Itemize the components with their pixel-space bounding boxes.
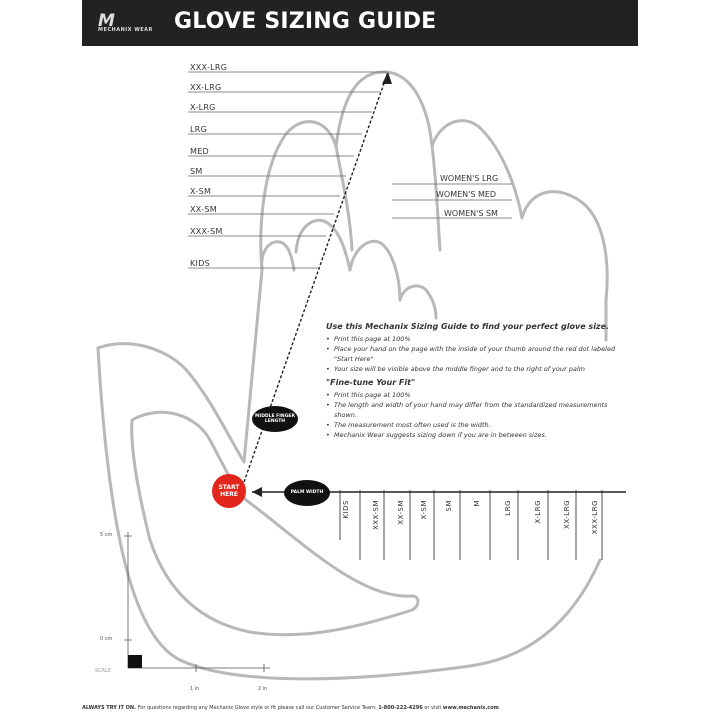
palm-size-label: X-SM	[420, 500, 428, 520]
scale-cm-top-label: 5 cm	[100, 532, 113, 538]
instructions-list	[326, 334, 626, 374]
finger-size-label: X-LRG	[190, 103, 216, 112]
finger-size-label: XX-SM	[190, 205, 217, 214]
finetune-step: • Print this page at 100%	[326, 390, 626, 400]
womens-size-label: WOMEN'S SM	[444, 209, 498, 218]
instruction-step: • Place your hand on the page with the inside of your thumb around the red dot labeled "Start Here"	[326, 344, 626, 364]
womens-size-label: WOMEN'S MED	[436, 190, 497, 199]
scale-inch-1-label: 1 in	[190, 686, 200, 692]
womens-size-label: WOMEN'S LRG	[440, 174, 499, 183]
finetune-list	[326, 390, 626, 440]
palm-size-label: KIDS	[342, 500, 350, 519]
start-here-dot: START HERE	[212, 474, 246, 508]
instruction-step: • Print this page at 100%	[326, 334, 626, 344]
palm-size-label: SM	[445, 500, 453, 512]
instructions-panel	[326, 322, 626, 444]
finetune-heading: "Fine-tune Your Fit"	[326, 378, 416, 387]
finetune-step: • The measurement most often used is the width.	[326, 420, 626, 430]
footer-or-visit: or visit	[424, 705, 442, 711]
footer-url[interactable]: www.mechanix.com	[442, 705, 499, 711]
page-title: GLOVE SIZING GUIDE	[174, 9, 437, 34]
finger-size-label: KIDS	[190, 259, 211, 268]
finetune-step: • Mechanix Wear suggests sizing down if you are in between sizes.	[326, 430, 626, 440]
palm-size-label: XXX-SM	[372, 500, 380, 531]
palm-size-label: X-LRG	[534, 500, 542, 524]
instruction-step: • Your size will be visible above the middle finger and to the right of your palm	[326, 364, 626, 374]
scale-cm-bottom-label: 0 cm	[100, 636, 113, 642]
finger-size-label: X-SM	[190, 187, 212, 196]
finger-size-label: MED	[190, 147, 210, 156]
finger-size-label: SM	[190, 167, 203, 176]
logo-wordmark: MECHANIX WEAR	[98, 27, 153, 33]
palm-size-label: XX-SM	[397, 500, 405, 525]
finger-size-label: XX-LRG	[190, 83, 222, 92]
scale-inch-2-label: 2 in	[258, 686, 268, 692]
palm-size-label: LRG	[504, 500, 512, 516]
finetune-step: • The length and width of your hand may differ from the standardized measurements shown.	[326, 400, 626, 420]
middle-finger-length-marker: MIDDLE FINGER LENGTH	[252, 406, 298, 432]
palm-size-label: XXX-LRG	[591, 500, 599, 535]
logo-mark: M	[98, 11, 114, 31]
footer-phone: 1-800-222-4296	[378, 705, 423, 711]
scale-label: SCALE	[95, 668, 112, 674]
palm-size-label: M	[473, 500, 481, 507]
finger-size-label: XXX-SM	[190, 227, 223, 236]
footer-lead: ALWAYS TRY IT ON.	[82, 705, 137, 711]
palm-width-marker: PALM WIDTH	[284, 480, 330, 506]
instructions-heading: Use this Mechanix Sizing Guide to find your perfect glove size.	[326, 322, 610, 331]
palm-size-label: XX-LRG	[563, 500, 571, 529]
finger-size-label: XXX-LRG	[190, 63, 228, 72]
footer-text: For questions regarding any Mechanix Glove style or fit please call our Customer Service Team:	[137, 705, 377, 711]
finger-size-label: LRG	[190, 125, 208, 134]
footer	[82, 705, 638, 711]
